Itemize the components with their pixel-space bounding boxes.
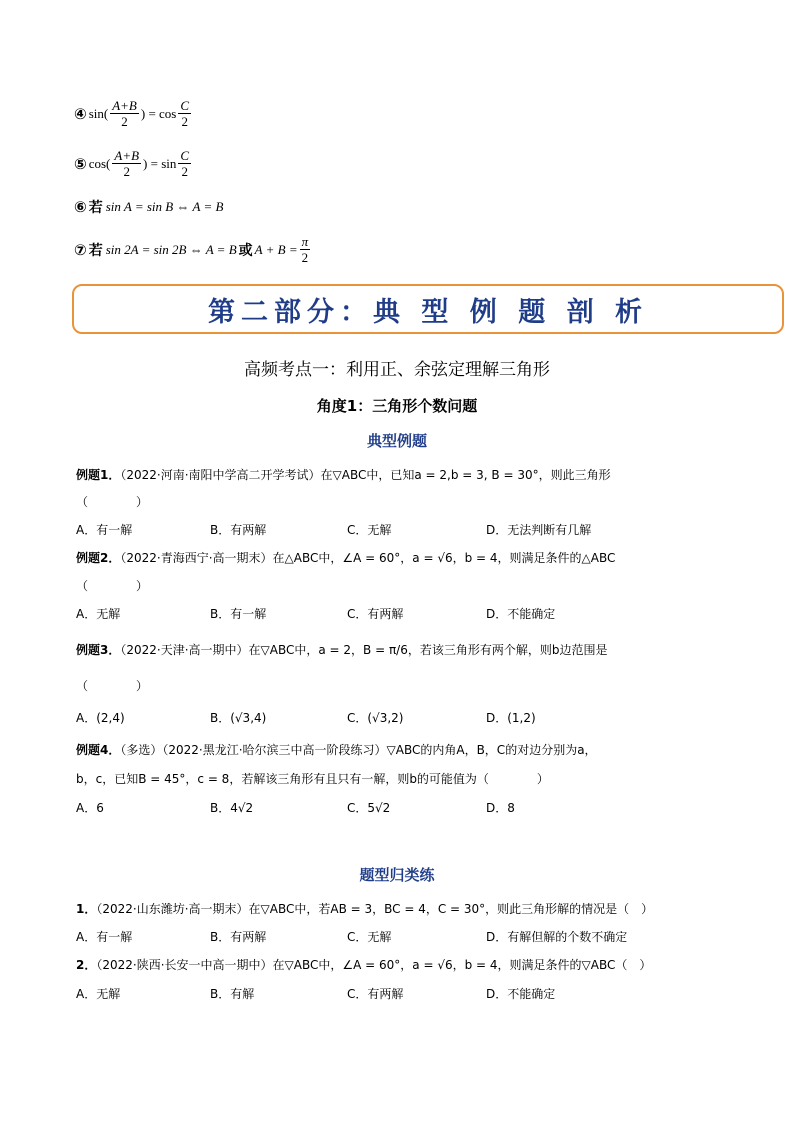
example-2-option-d: D．不能确定 xyxy=(486,607,556,621)
example-4-question-line2: b，c，已知B = 45°，c = 8，若解该三角形有且只有一解，则b的可能值为（ ） xyxy=(76,772,549,786)
practice-2-option-b: B．有解 xyxy=(210,987,255,1001)
formula-condition: 若 xyxy=(88,242,103,259)
example-label: 例题4． xyxy=(76,743,121,757)
practice-heading: 题型归类练 xyxy=(359,866,435,884)
example-3-option-d: D．(1,2) xyxy=(486,711,536,725)
example-2-option-a: A．无解 xyxy=(76,607,121,621)
formula-expression: sin 2A = sin 2B ⇔ A = B xyxy=(105,241,237,257)
formula-number: ⑤ xyxy=(74,154,87,173)
fraction xyxy=(178,98,191,129)
practice-1-option-b: B．有两解 xyxy=(210,930,267,944)
section-banner-title: 第二部分：典 型 例 题 剖 析 xyxy=(208,296,648,328)
fraction xyxy=(112,148,141,179)
example-3-paren: （ ） xyxy=(76,679,149,693)
example-4-option-d: D．8 xyxy=(486,801,515,815)
numerator: π xyxy=(301,234,309,249)
examples-heading: 典型例题 xyxy=(366,432,427,450)
formula-middle: ) = cos xyxy=(140,105,177,121)
topic-heading: 高频考点一：利用正、余弦定理解三角形 xyxy=(244,360,550,380)
angle-heading: 角度1：三角形个数问题 xyxy=(316,397,478,415)
practice-label: 1． xyxy=(76,902,97,916)
practice-1-option-c: C．无解 xyxy=(347,930,392,944)
denominator: 2 xyxy=(181,164,188,179)
formula-condition: 若 xyxy=(88,200,103,216)
formula-number: ④ xyxy=(74,104,87,123)
example-4-option-b: B．4√2 xyxy=(210,801,254,815)
denominator: 2 xyxy=(301,250,309,265)
example-label: 例题1． xyxy=(76,468,121,482)
numerator: A+B xyxy=(112,98,137,113)
denominator: 2 xyxy=(123,164,130,179)
numerator: C xyxy=(180,148,190,163)
example-1-option-b: B．有两解 xyxy=(210,523,267,537)
practice-2-question xyxy=(76,956,651,973)
practice-2-option-c: C．有两解 xyxy=(347,987,404,1001)
formula-7 xyxy=(74,234,312,265)
example-1-paren: （ ） xyxy=(76,495,149,509)
example-1-option-c: C．无解 xyxy=(347,523,392,537)
formula-number: ⑦ xyxy=(74,240,87,259)
example-text: （多选）（2022·黑龙江·哈尔滨三中高一阶段练习）▽ABC的内角A，B，C的对边分别为a， xyxy=(120,743,597,757)
formula-prefix: sin( xyxy=(88,105,109,121)
fraction xyxy=(110,98,139,129)
example-2-option-c: C．有两解 xyxy=(347,607,404,621)
practice-2-option-d: D．不能确定 xyxy=(486,987,556,1001)
formula-expression-2: A + B = xyxy=(254,241,298,257)
example-2-option-b: B．有一解 xyxy=(210,607,267,621)
fraction xyxy=(178,148,191,179)
practice-1-question xyxy=(76,900,653,917)
example-4-question xyxy=(76,741,597,758)
formula-middle: ) = sin xyxy=(143,155,177,171)
formula-or: 或 xyxy=(238,242,253,259)
example-label: 例题3． xyxy=(76,643,121,657)
example-4-option-c: C．5√2 xyxy=(347,801,391,815)
example-1-option-d: D．无法判断有几解 xyxy=(486,523,592,537)
section-banner xyxy=(72,284,784,334)
example-4-option-a: A．6 xyxy=(76,801,104,815)
formula-6 xyxy=(74,197,223,217)
formula-prefix: cos( xyxy=(88,155,111,171)
formula-expression: sin A = sin B ⇔ A = B xyxy=(105,199,224,214)
example-label: 例题2． xyxy=(76,551,121,565)
example-text: （2022·河南·南阳中学高二开学考试）在▽ABC中，已知a = 2,b = 3, B = 30°，则此三角形 xyxy=(120,468,611,482)
example-3-option-c: C．(√3,2) xyxy=(347,711,404,725)
practice-2-option-a: A．无解 xyxy=(76,987,121,1001)
example-text: （2022·青海西宁·高一期末）在△ABC中，∠A = 60°，a = √6，b = 4，则满足条件的△ABC xyxy=(120,551,616,565)
practice-text: （2022·山东潍坊·高一期末）在▽ABC中，若AB = 3，BC = 4，C = 30°，则此三角形解的情况是（ ） xyxy=(96,902,654,916)
formula-4 xyxy=(74,98,193,129)
example-2-paren: （ ） xyxy=(76,579,149,593)
example-3-option-b: B．(√3,4) xyxy=(210,711,267,725)
fraction xyxy=(300,234,311,265)
example-1-option-a: A．有一解 xyxy=(76,523,133,537)
practice-text: （2022·陕西·长安一中高一期中）在▽ABC中，∠A = 60°，a = √6，b = 4，则满足条件的▽ABC（ ） xyxy=(96,958,652,972)
denominator: 2 xyxy=(121,114,128,129)
formula-5 xyxy=(74,148,193,179)
practice-1-option-a: A．有一解 xyxy=(76,930,133,944)
numerator: C xyxy=(180,98,190,113)
formula-number: ⑥ xyxy=(74,198,87,216)
example-3-question xyxy=(76,641,607,658)
numerator: A+B xyxy=(114,148,140,163)
example-2-question xyxy=(76,549,615,566)
denominator: 2 xyxy=(181,114,188,129)
practice-1-option-d: D．有解但解的个数不确定 xyxy=(486,930,628,944)
example-text: （2022·天津·高一期中）在▽ABC中，a = 2，B = π/6，若该三角形有两个解，则b边范围是 xyxy=(120,643,608,657)
example-1-question xyxy=(76,466,611,483)
practice-label: 2． xyxy=(76,958,97,972)
example-3-option-a: A．(2,4) xyxy=(76,711,125,725)
